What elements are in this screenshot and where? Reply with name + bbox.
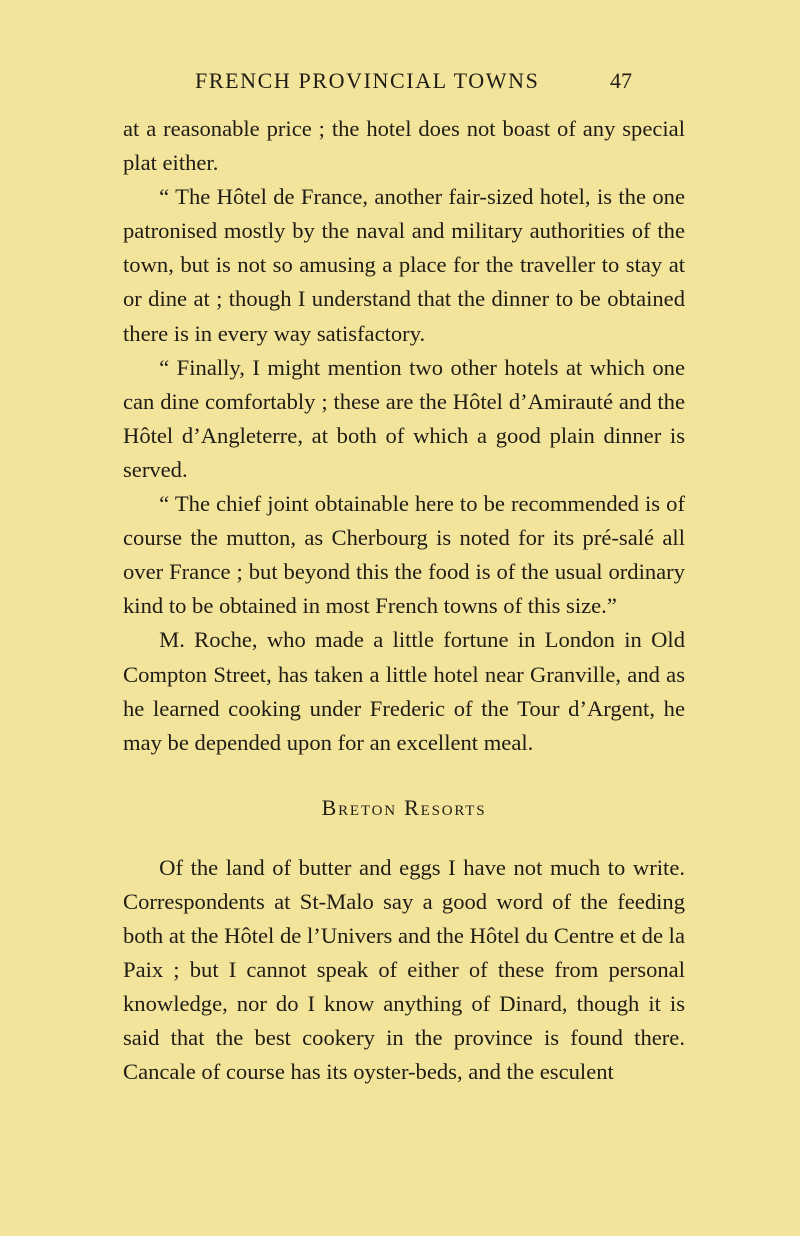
paragraph-breton-resorts: Of the land of butter and eggs I have not much to write. Correspondents at St-Malo say a good word of the feeding both at the Hôtel de l’Univers and the Hôtel du Centre et de la Paix ; but I cannot speak of either of these from personal knowledge, nor do I know anything of Dinard, though it is said that the best cookery in the province is found there. Cancale of course has its oyster-beds, and the esculent [123,854,685,1085]
section-heading: Breton Resorts [321,794,487,820]
paragraph-continuation: at a reasonable price ; the hotel does not boast of any special plat either. [123,116,685,176]
paragraph-other-hotels: “ Finally, I might mention two other hotels at which one can dine comfortably ; these are the Hôtel d’Amirauté and the Hôtel d’Angleterre, at both of which a good plain dinner is served. [123,354,685,482]
running-title: FRENCH PROVINCIAL TOWNS [195,68,540,93]
paragraph-m-roche: M. Roche, who made a little fortune in London in Old Compton Street, has taken a little hotel near Granville, and as he learned cooking under Frederic of the Tour d’Argent, he may be depended upon for an excellent meal. [123,627,685,755]
paragraph-hotel-de-france: “ The Hôtel de France, another fair-sized hotel, is the one patronised mostly by the naval and military authorities of the town, but is not so amusing a place for the traveller to stay at or dine at ; though I understand that the dinner to be obtained there is in every way satisfactory. [123,184,685,346]
body-text [123,112,685,1090]
paragraph-chief-joint: “ The chief joint obtainable here to be recommended is of course the mutton, as Cherbourg is noted for its pré-salé all over France ; but beyond this the food is of the usual ordinary kind to be obtained in most French towns of this size.” [123,491,685,619]
page-number: 47 [610,68,632,93]
running-head [0,68,800,98]
